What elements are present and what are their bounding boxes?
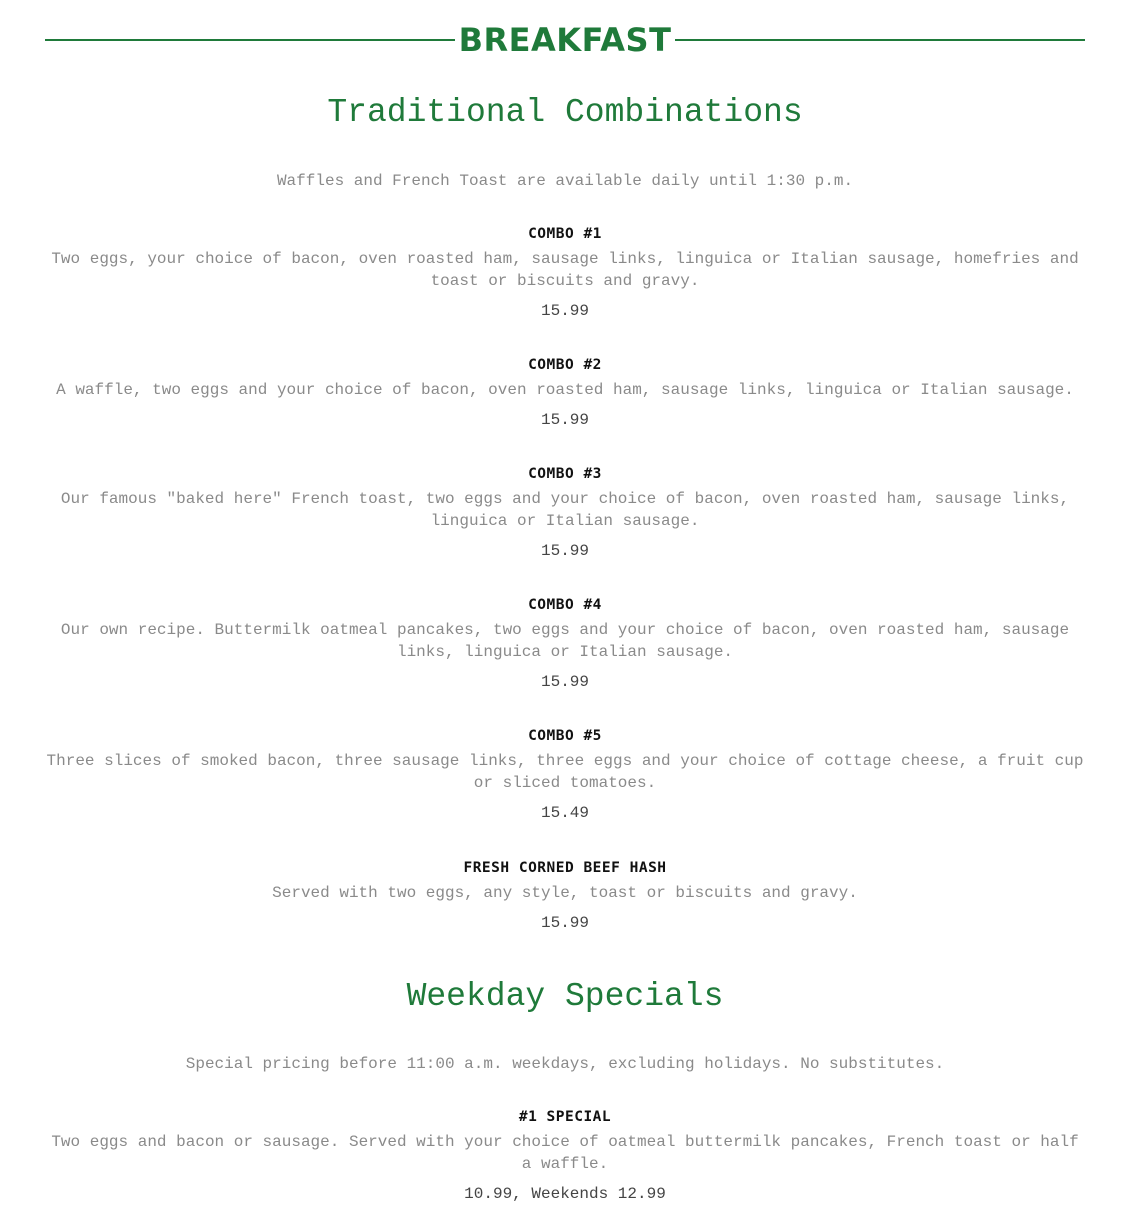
menu-item-combo-3 <box>45 464 1085 561</box>
item-price: 10.99, Weekends 12.99 <box>464 1185 666 1203</box>
item-name: COMBO #5 <box>528 728 602 744</box>
menu-item-combo-4 <box>45 595 1085 692</box>
item-price: 15.99 <box>540 302 589 320</box>
menu-item-corned-beef-hash <box>45 858 1085 933</box>
item-name: COMBO #4 <box>528 597 602 613</box>
section-title-traditional: Traditional Combinations <box>327 94 803 131</box>
section-title-weekday: Weekday Specials <box>406 978 724 1015</box>
item-price: 15.99 <box>540 673 589 691</box>
menu-header <box>45 18 1085 62</box>
item-price: 15.49 <box>540 804 589 822</box>
section-note-weekday: Special pricing before 11:00 a.m. weekdays, excluding holidays. No substitutes. <box>185 1055 945 1073</box>
item-description: Served with two eggs, any style, toast or biscuits and gravy. <box>272 884 858 902</box>
item-price: 15.99 <box>540 542 589 560</box>
item-description: Three slices of smoked bacon, three sausage links, three eggs and your choice of cottage cheese, a fruit cup or sliced tomatoes. <box>46 752 1084 792</box>
item-name: COMBO #2 <box>528 357 602 373</box>
item-description: A waffle, two eggs and your choice of bacon, oven roasted ham, sausage links, linguica or Italian sausage. <box>56 381 1074 399</box>
menu-item-special-1 <box>45 1107 1085 1204</box>
item-name: COMBO #3 <box>528 466 602 482</box>
item-name: #1 SPECIAL <box>518 1109 612 1125</box>
menu-item-combo-1 <box>45 224 1085 321</box>
item-price: 15.99 <box>540 914 589 932</box>
item-price: 15.99 <box>540 411 589 429</box>
item-name: FRESH CORNED BEEF HASH <box>463 860 667 876</box>
menu-item-combo-5 <box>45 726 1085 823</box>
item-description: Our own recipe. Buttermilk oatmeal pancakes, two eggs and your choice of bacon, oven roasted ham, sausage links, linguica or Italian sausage. <box>60 621 1070 661</box>
header-rule-right <box>675 39 1085 41</box>
item-name: COMBO #1 <box>528 226 602 242</box>
menu-item-combo-2 <box>45 355 1085 430</box>
item-description: Two eggs, your choice of bacon, oven roasted ham, sausage links, linguica or Italian sausage, homefries and toast or biscuits and gravy. <box>51 250 1079 290</box>
menu-title: BREAKFAST <box>458 21 672 59</box>
item-description: Our famous "baked here" French toast, two eggs and your choice of bacon, oven roasted ham, sausage links, linguica or Italian sausage. <box>60 490 1070 530</box>
section-note-traditional: Waffles and French Toast are available daily until 1:30 p.m. <box>276 172 854 190</box>
item-description: Two eggs and bacon or sausage. Served with your choice of oatmeal buttermilk pancakes, French toast or half a waffle. <box>51 1133 1079 1173</box>
